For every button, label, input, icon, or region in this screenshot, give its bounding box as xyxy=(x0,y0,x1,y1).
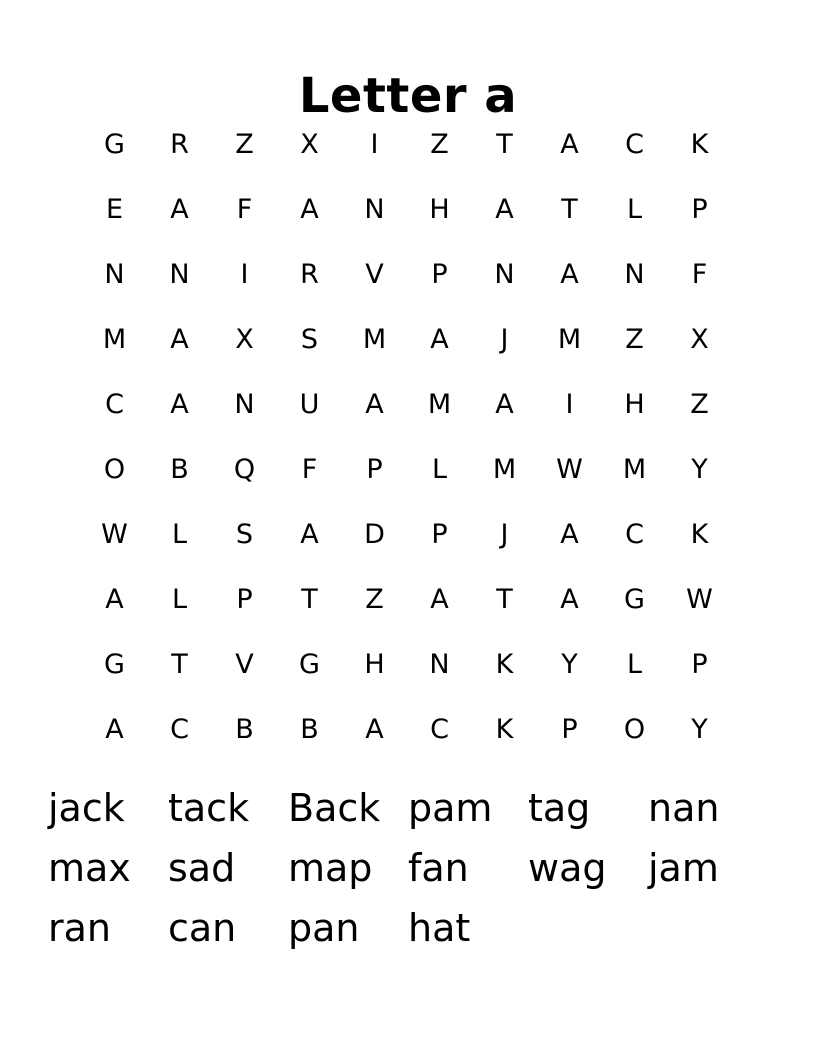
grid-letter: J xyxy=(500,324,509,355)
grid-letter: K xyxy=(690,129,709,160)
letter-grid xyxy=(82,112,732,762)
grid-letter: L xyxy=(626,649,643,680)
grid-letter: Z xyxy=(690,389,709,420)
grid-letter: A xyxy=(365,389,384,420)
grid-letter: I xyxy=(370,129,379,160)
grid-letter: A xyxy=(495,389,514,420)
grid-row xyxy=(82,567,732,632)
grid-letter: A xyxy=(560,584,579,615)
grid-letter: N xyxy=(494,259,515,290)
grid-row xyxy=(82,502,732,567)
grid-letter: P xyxy=(561,714,578,745)
grid-letter: A xyxy=(300,519,319,550)
grid-letter: D xyxy=(364,519,385,550)
word-bank-item: hat xyxy=(408,906,471,950)
page-title: Letter a xyxy=(298,68,518,125)
grid-letter: N xyxy=(624,259,645,290)
grid-letter: N xyxy=(364,194,385,225)
grid-letter: L xyxy=(171,519,188,550)
grid-letter: T xyxy=(171,649,188,680)
grid-letter: X xyxy=(690,324,709,355)
grid-letter: M xyxy=(492,454,517,485)
grid-letter: Y xyxy=(561,649,578,680)
grid-letter: B xyxy=(300,714,319,745)
grid-letter: U xyxy=(299,389,320,420)
grid-letter: O xyxy=(103,454,126,485)
grid-letter: B xyxy=(170,454,189,485)
grid-letter: T xyxy=(496,129,513,160)
grid-letter: A xyxy=(300,194,319,225)
word-bank-item: jack xyxy=(48,786,125,830)
grid-letter: J xyxy=(500,519,509,550)
grid-letter: N xyxy=(234,389,255,420)
word-bank-item: nan xyxy=(648,786,720,830)
grid-letter: L xyxy=(626,194,643,225)
grid-letter: A xyxy=(105,584,124,615)
grid-letter: F xyxy=(691,259,708,290)
grid-letter: K xyxy=(495,649,514,680)
grid-letter: W xyxy=(686,584,713,615)
grid-letter: R xyxy=(170,129,189,160)
grid-letter: H xyxy=(364,649,385,680)
grid-letter: G xyxy=(104,649,125,680)
word-bank-item: tack xyxy=(168,786,250,830)
grid-row xyxy=(82,307,732,372)
grid-letter: S xyxy=(300,324,319,355)
word-bank-item: wag xyxy=(528,846,607,890)
grid-letter: P xyxy=(366,454,383,485)
grid-letter: I xyxy=(565,389,574,420)
grid-letter: E xyxy=(105,194,124,225)
grid-letter: A xyxy=(430,584,449,615)
grid-row xyxy=(82,242,732,307)
grid-letter: N xyxy=(169,259,190,290)
grid-letter: Z xyxy=(365,584,384,615)
grid-letter: B xyxy=(235,714,254,745)
grid-letter: I xyxy=(240,259,249,290)
grid-letter: C xyxy=(625,129,644,160)
grid-letter: K xyxy=(690,519,709,550)
grid-row xyxy=(82,177,732,242)
grid-letter: P xyxy=(431,259,448,290)
grid-letter: Y xyxy=(691,454,708,485)
grid-letter: A xyxy=(170,389,189,420)
grid-letter: L xyxy=(171,584,188,615)
grid-letter: A xyxy=(170,324,189,355)
grid-letter: C xyxy=(430,714,449,745)
grid-letter: Z xyxy=(625,324,644,355)
grid-letter: G xyxy=(104,129,125,160)
grid-letter: O xyxy=(623,714,646,745)
grid-letter: C xyxy=(105,389,124,420)
grid-letter: R xyxy=(300,259,319,290)
grid-letter: A xyxy=(560,259,579,290)
grid-letter: A xyxy=(105,714,124,745)
grid-letter: F xyxy=(301,454,318,485)
grid-letter: Q xyxy=(233,454,256,485)
grid-letter: P xyxy=(691,649,708,680)
grid-letter: N xyxy=(104,259,125,290)
grid-letter: H xyxy=(429,194,450,225)
grid-letter: P xyxy=(236,584,253,615)
grid-letter: M xyxy=(622,454,647,485)
grid-row xyxy=(82,697,732,762)
grid-letter: T xyxy=(301,584,318,615)
grid-letter: F xyxy=(236,194,253,225)
word-bank-item: tag xyxy=(528,786,591,830)
grid-letter: W xyxy=(101,519,128,550)
grid-row xyxy=(82,437,732,502)
word-bank-item: can xyxy=(168,906,237,950)
word-bank-item: Back xyxy=(288,786,381,830)
grid-letter: H xyxy=(624,389,645,420)
grid-letter: T xyxy=(496,584,513,615)
grid-letter: C xyxy=(170,714,189,745)
word-bank-item: fan xyxy=(408,846,469,890)
grid-letter: Z xyxy=(235,129,254,160)
grid-letter: A xyxy=(560,519,579,550)
grid-letter: W xyxy=(556,454,583,485)
grid-letter: V xyxy=(235,649,254,680)
grid-letter: M xyxy=(427,389,452,420)
grid-letter: T xyxy=(561,194,578,225)
grid-letter: M xyxy=(102,324,127,355)
word-bank-item: pam xyxy=(408,786,493,830)
grid-letter: P xyxy=(691,194,708,225)
word-bank-item: map xyxy=(288,846,373,890)
grid-letter: C xyxy=(625,519,644,550)
grid-letter: A xyxy=(495,194,514,225)
grid-row xyxy=(82,112,732,177)
word-bank-item: pan xyxy=(288,906,360,950)
grid-letter: L xyxy=(431,454,448,485)
grid-letter: G xyxy=(299,649,320,680)
grid-letter: Y xyxy=(691,714,708,745)
word-bank-item: ran xyxy=(48,906,111,950)
grid-letter: A xyxy=(560,129,579,160)
grid-letter: A xyxy=(430,324,449,355)
grid-letter: S xyxy=(235,519,254,550)
grid-letter: X xyxy=(235,324,254,355)
grid-letter: N xyxy=(429,649,450,680)
word-bank-item: max xyxy=(48,846,131,890)
grid-row xyxy=(82,372,732,437)
grid-letter: P xyxy=(431,519,448,550)
grid-letter: V xyxy=(365,259,384,290)
grid-letter: K xyxy=(495,714,514,745)
grid-letter: M xyxy=(362,324,387,355)
grid-letter: X xyxy=(300,129,319,160)
word-bank-item: jam xyxy=(648,846,719,890)
grid-letter: Z xyxy=(430,129,449,160)
grid-letter: A xyxy=(170,194,189,225)
grid-row xyxy=(82,632,732,697)
word-bank-item: sad xyxy=(168,846,236,890)
grid-letter: A xyxy=(365,714,384,745)
grid-letter: M xyxy=(557,324,582,355)
grid-letter: G xyxy=(624,584,645,615)
